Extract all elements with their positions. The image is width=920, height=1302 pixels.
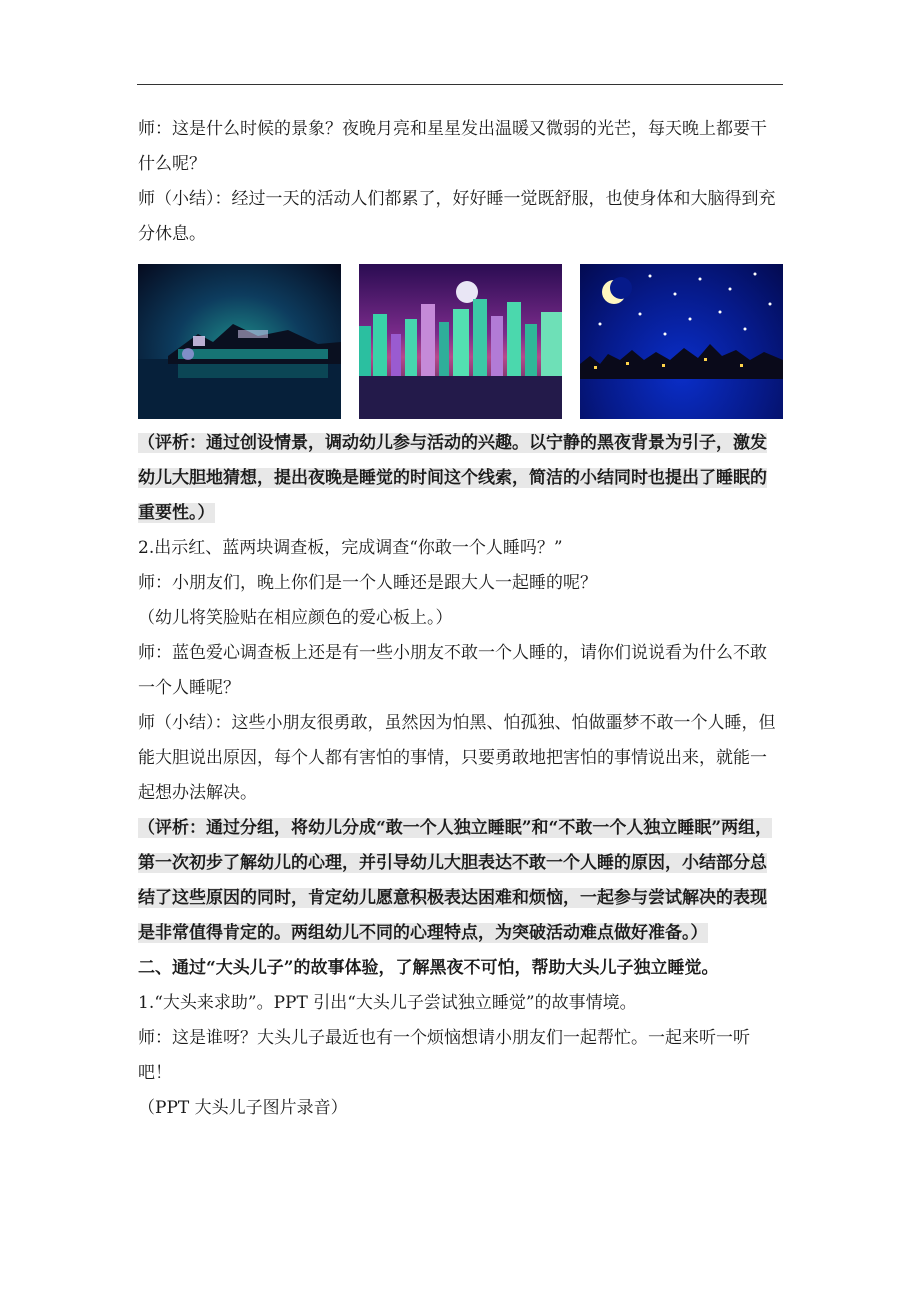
commentary-2: （评析：通过分组，将幼儿分成“敢一个人独立睡眠”和“不敢一个人独立睡眠”两组，第一次初步了解幼儿的心理，并引导幼儿大胆表达不敢一个人睡的原因，小结部分总结了这些原因的同时，肯定幼儿愿意积极表达困难和烦恼，一起参与尝试解决的表现是非常值得肯定的。两组幼儿不同的心理特点，为突破活动难点做好准备。）	[138, 818, 773, 943]
teacher-question: 师：这是什么时候的景象？夜晚月亮和星星发出温暖又微弱的光芒，每天晚上都要干什么呢？	[138, 119, 767, 174]
image-row	[138, 264, 783, 420]
activity-step-2: 2.出示红、蓝两块调查板，完成调查“你敢一个人睡吗？”	[138, 538, 563, 558]
starry-night-crescent-moon-illustration	[580, 264, 783, 419]
teacher-question-4: 师：这是谁呀？大头儿子最近也有一个烦恼想请小朋友们一起帮忙。一起来听一听吧！	[138, 1028, 750, 1083]
section-heading-2: 二、通过“大头儿子”的故事体验，了解黑夜不可怕，帮助大头儿子独立睡觉。	[138, 958, 719, 978]
teacher-question-2: 师：小朋友们，晚上你们是一个人睡还是跟大人一起睡的呢？	[138, 573, 597, 593]
child-action-note: （幼儿将笑脸贴在相应颜色的爱心板上。）	[138, 608, 453, 628]
commentary-1: （评析：通过创设情景，调动幼儿参与活动的兴趣。以宁静的黑夜背景为引子，激发幼儿大胆地猜想，提出夜晚是睡觉的时间这个线索，简洁的小结同时也提出了睡眠的重要性。）	[138, 433, 767, 523]
teacher-question-3: 师：蓝色爱心调查板上还是有一些小朋友不敢一个人睡的，请你们说说看为什么不敢一个人睡呢？	[138, 643, 767, 698]
night-riverside-town-photo	[138, 264, 341, 419]
city-skyline-full-moon-illustration	[359, 264, 562, 419]
header-rule	[137, 84, 783, 85]
activity-step-1: 1.“大头来求助”。PPT 引出“大头儿子尝试独立睡觉”的故事情境。	[138, 993, 637, 1013]
teacher-summary-2: 师（小结）：这些小朋友很勇敢，虽然因为怕黑、怕孤独、怕做噩梦不敢一个人睡，但能大胆说出原因，每个人都有害怕的事情，只要勇敢地把害怕的事情说出来，就能一起想办法解决。	[138, 713, 776, 803]
teacher-summary: 师（小结）：经过一天的活动人们都累了，好好睡一觉既舒服，也使身体和大脑得到充分休息。	[138, 189, 776, 244]
document-body	[138, 112, 783, 1126]
ppt-note: （PPT 大头儿子图片录音）	[138, 1098, 348, 1118]
